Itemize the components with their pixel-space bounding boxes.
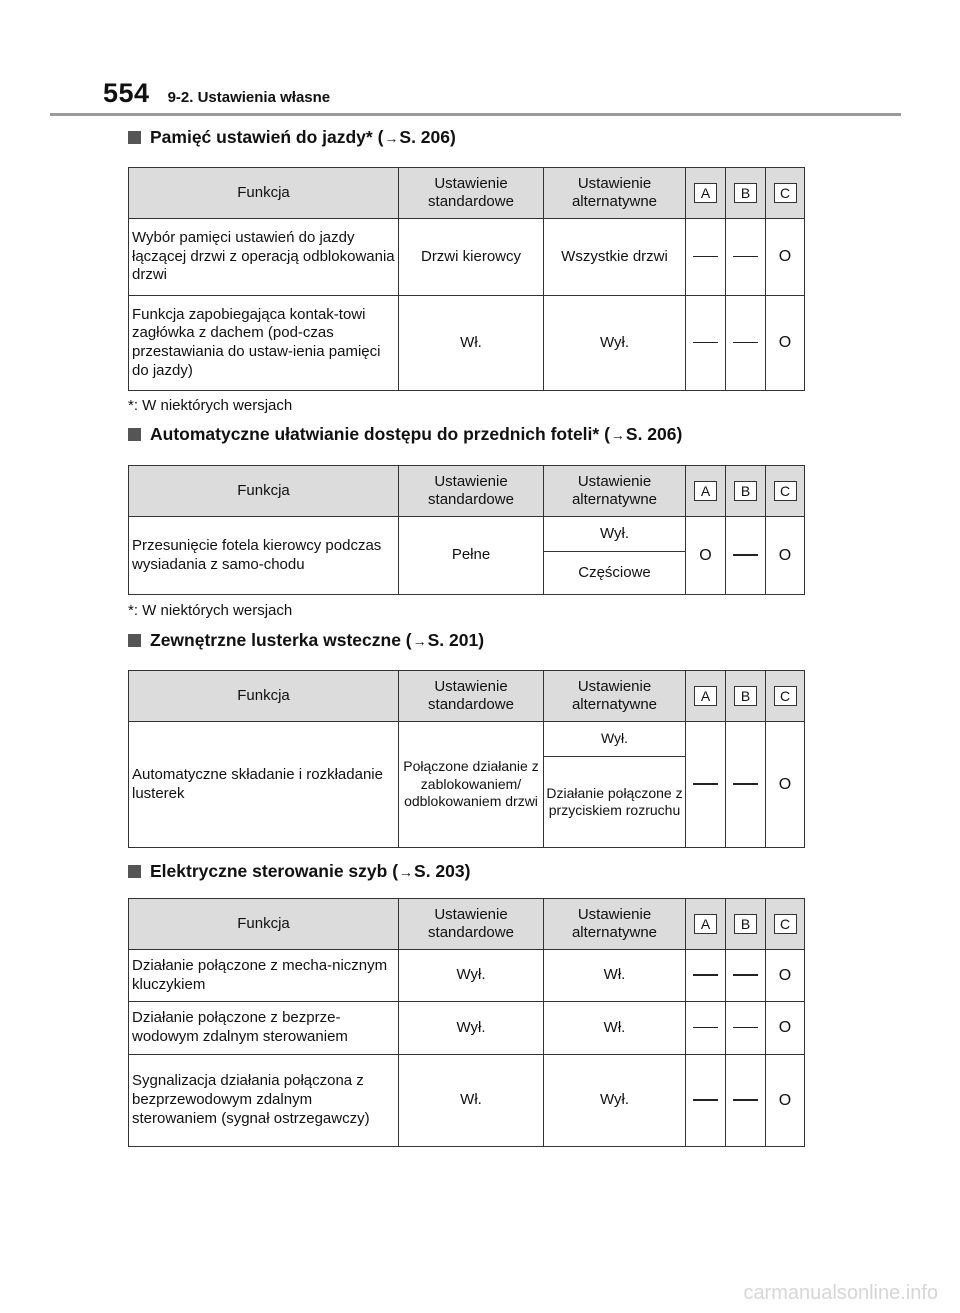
col-a	[686, 466, 726, 517]
arrow-icon: →	[384, 129, 399, 146]
page-number: 554	[103, 78, 150, 108]
alternative-cell: Częściowe	[544, 552, 686, 595]
arrow-icon: →	[399, 863, 414, 880]
col-a	[686, 671, 726, 722]
table-row	[129, 517, 805, 552]
dash-mark	[733, 1027, 758, 1029]
alternative-cell: Wył.	[544, 722, 686, 757]
dash-mark	[693, 783, 718, 785]
section4-title: Elektryczne sterowanie szyb (	[150, 861, 399, 881]
col-alternative: Ustawienie alternatywne	[544, 671, 686, 722]
header-rule	[50, 113, 901, 116]
col-alternative: Ustawienie alternatywne	[544, 466, 686, 517]
table-row	[129, 1055, 805, 1147]
table-row	[129, 722, 805, 757]
section3-table	[128, 670, 805, 848]
section4-heading	[128, 861, 470, 882]
section1-table	[128, 167, 805, 391]
section2-heading	[128, 424, 682, 445]
dash-mark	[733, 256, 758, 258]
circle-mark: O	[778, 334, 792, 351]
table-row	[129, 950, 805, 1002]
col-b	[726, 466, 766, 517]
col-c	[766, 899, 805, 950]
default-cell: Wł.	[399, 1055, 544, 1147]
page-header	[103, 78, 330, 109]
section3-ref: S. 201)	[427, 630, 485, 650]
function-cell: Sygnalizacja działania połączona z bezprzewodowym zdalnym sterowaniem (sygnał ostrzegawczy)	[129, 1055, 399, 1147]
col-default: Ustawienie standardowe	[399, 899, 544, 950]
dash-mark	[733, 554, 758, 556]
default-cell: Wł.	[399, 296, 544, 391]
a-cell	[686, 722, 726, 848]
section1-ref: S. 206)	[399, 127, 456, 147]
col-c-label: C	[774, 914, 797, 934]
col-c-label: C	[774, 686, 797, 706]
col-alternative: Ustawienie alternatywne	[544, 168, 686, 219]
section3-heading	[128, 630, 484, 651]
circle-mark: O	[778, 546, 792, 564]
section4-table	[128, 898, 805, 1147]
default-cell: Drzwi kierowcy	[399, 219, 544, 296]
function-cell: Funkcja zapobiegająca kontak-towi zagłówka z dachem (pod-czas przestawiania do ustaw-ienia pamięci do jazdy)	[129, 296, 399, 391]
a-cell	[686, 950, 726, 1002]
b-cell	[726, 517, 766, 595]
b-cell	[726, 722, 766, 848]
section3-title: Zewnętrzne lusterka wsteczne (	[150, 630, 412, 650]
square-bullet-icon	[128, 634, 141, 647]
c-cell	[766, 296, 805, 391]
c-cell	[766, 722, 805, 848]
dash-mark	[693, 974, 718, 976]
col-c	[766, 168, 805, 219]
default-cell: Wył.	[399, 950, 544, 1002]
dash-mark	[733, 342, 758, 344]
dash-mark	[693, 256, 718, 258]
alternative-cell: Wył.	[544, 1055, 686, 1147]
square-bullet-icon	[128, 865, 141, 878]
col-b	[726, 899, 766, 950]
col-default: Ustawienie standardowe	[399, 466, 544, 517]
section2-table	[128, 465, 805, 595]
a-cell	[686, 1055, 726, 1147]
arrow-icon: →	[610, 426, 625, 443]
col-b	[726, 168, 766, 219]
default-cell: Połączone działanie z zablokowaniem/ odblokowaniem drzwi	[399, 722, 544, 848]
col-function: Funkcja	[129, 671, 399, 722]
a-cell	[686, 1002, 726, 1055]
function-cell: Działanie połączone z mecha-nicznym kluczykiem	[129, 950, 399, 1002]
circle-mark: O	[778, 966, 792, 984]
default-cell: Pełne	[399, 517, 544, 595]
section1-title: Pamięć ustawień do jazdy* (	[150, 127, 384, 147]
alternative-cell: Wszystkie drzwi	[544, 219, 686, 296]
dash-mark	[733, 974, 758, 976]
alternative-cell: Wł.	[544, 950, 686, 1002]
alternative-cell: Działanie połączone z przyciskiem rozruchu	[544, 757, 686, 848]
b-cell	[726, 1002, 766, 1055]
col-c	[766, 466, 805, 517]
dash-mark	[693, 342, 718, 344]
watermark: carmanualsonline.info	[743, 1282, 938, 1304]
col-function: Funkcja	[129, 168, 399, 219]
circle-mark: O	[778, 1091, 792, 1109]
square-bullet-icon	[128, 428, 141, 441]
alternative-cell: Wył.	[544, 296, 686, 391]
col-a	[686, 168, 726, 219]
col-function: Funkcja	[129, 899, 399, 950]
col-a-label: A	[694, 183, 717, 203]
arrow-icon: →	[412, 632, 427, 649]
col-a-label: A	[694, 914, 717, 934]
col-c-label: C	[774, 481, 797, 501]
circle-mark: O	[778, 775, 792, 793]
a-cell	[686, 296, 726, 391]
b-cell	[726, 1055, 766, 1147]
col-a-label: A	[694, 686, 717, 706]
section1-note: *: W niektórych wersjach	[128, 397, 293, 414]
section2-ref: S. 206)	[625, 424, 683, 444]
function-cell: Wybór pamięci ustawień do jazdy łączącej drzwi z operacją odblokowania drzwi	[129, 219, 399, 296]
function-cell: Automatyczne składanie i rozkładanie lusterek	[129, 722, 399, 848]
circle-mark: O	[778, 248, 792, 265]
c-cell	[766, 950, 805, 1002]
function-cell: Przesunięcie fotela kierowcy podczas wysiadania z samo-chodu	[129, 517, 399, 595]
col-c	[766, 671, 805, 722]
col-b-label: B	[734, 183, 757, 203]
circle-mark: O	[778, 1019, 792, 1036]
table-row	[129, 1002, 805, 1055]
dash-mark	[693, 1099, 718, 1101]
circle-mark: O	[699, 546, 712, 564]
col-b-label: B	[734, 686, 757, 706]
col-default: Ustawienie standardowe	[399, 168, 544, 219]
col-b-label: B	[734, 914, 757, 934]
b-cell	[726, 296, 766, 391]
b-cell	[726, 950, 766, 1002]
dash-mark	[693, 1027, 718, 1029]
section2-note: *: W niektórych wersjach	[128, 602, 293, 619]
c-cell	[766, 219, 805, 296]
col-default: Ustawienie standardowe	[399, 671, 544, 722]
c-cell	[766, 1002, 805, 1055]
alternative-cell: Wł.	[544, 1002, 686, 1055]
section1-heading	[128, 127, 456, 148]
table-row	[129, 296, 805, 391]
b-cell	[726, 219, 766, 296]
chapter-title: 9-2. Ustawienia własne	[167, 89, 331, 106]
col-b	[726, 671, 766, 722]
c-cell	[766, 517, 805, 595]
dash-mark	[733, 1099, 758, 1101]
function-cell: Działanie połączone z bezprze-wodowym zdalnym sterowaniem	[129, 1002, 399, 1055]
section4-ref: S. 203)	[414, 861, 471, 881]
col-alternative: Ustawienie alternatywne	[544, 899, 686, 950]
col-function: Funkcja	[129, 466, 399, 517]
alternative-cell: Wył.	[544, 517, 686, 552]
a-cell	[686, 219, 726, 296]
col-b-label: B	[734, 481, 757, 501]
section2-title: Automatyczne ułatwianie dostępu do przednich foteli* (	[150, 424, 610, 444]
col-a	[686, 899, 726, 950]
default-cell: Wył.	[399, 1002, 544, 1055]
square-bullet-icon	[128, 131, 141, 144]
dash-mark	[733, 783, 758, 785]
col-c-label: C	[774, 183, 797, 203]
c-cell	[766, 1055, 805, 1147]
table-row	[129, 219, 805, 296]
a-cell	[686, 517, 726, 595]
col-a-label: A	[694, 481, 717, 501]
